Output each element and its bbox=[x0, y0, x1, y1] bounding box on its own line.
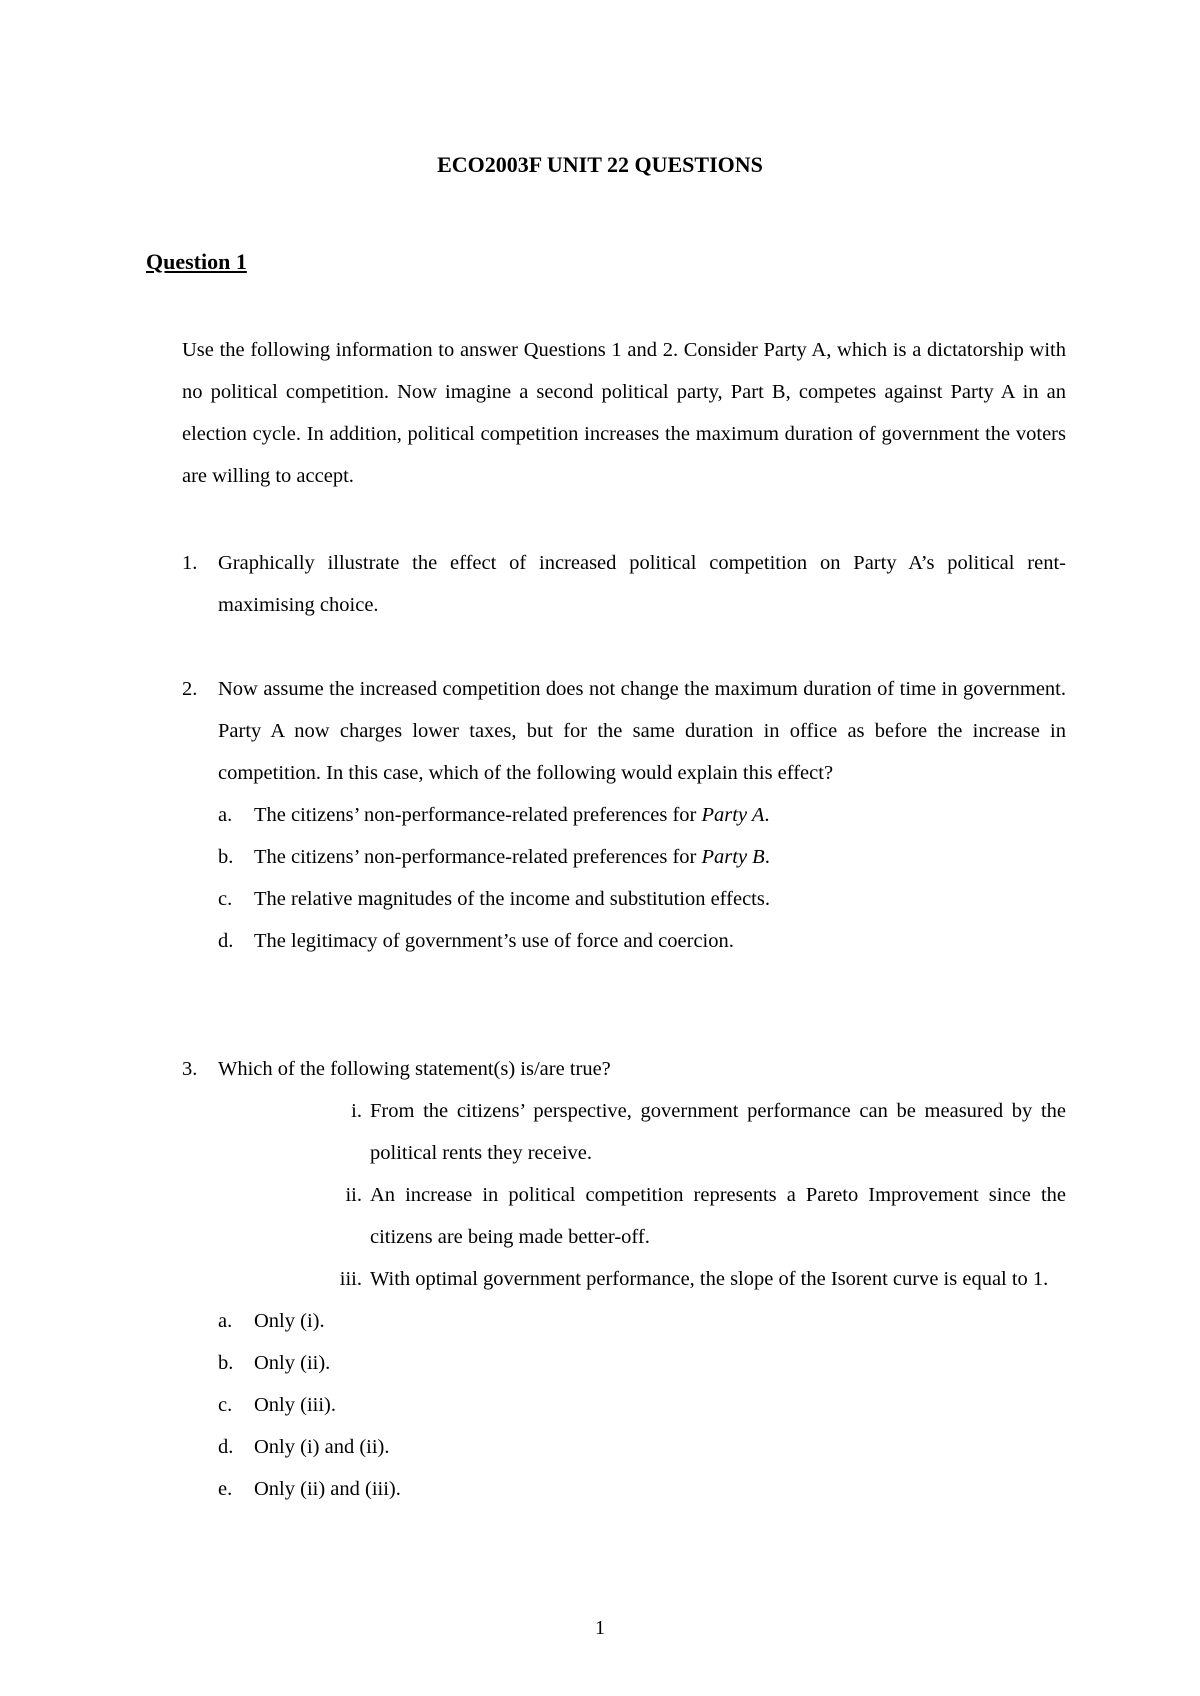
option-text: Only (ii). bbox=[254, 1352, 331, 1374]
statement-text: With optimal government performance, the slope of the Isorent curve is equal to 1. bbox=[370, 1268, 1049, 1290]
document-title: ECO2003F UNIT 22 QUESTIONS bbox=[437, 152, 763, 177]
option-text: The relative magnitudes of the income and substitution effects. bbox=[254, 888, 770, 910]
option-c bbox=[218, 878, 1066, 920]
option-list bbox=[218, 1300, 1066, 1510]
option-text: Only (ii) and (iii). bbox=[254, 1478, 401, 1500]
option-label: b. bbox=[218, 846, 234, 868]
option-d bbox=[218, 1426, 1066, 1468]
option-label: a. bbox=[218, 1310, 233, 1332]
option-e bbox=[218, 1468, 1066, 1510]
statement-i bbox=[328, 1090, 1066, 1174]
question-2 bbox=[182, 668, 1066, 962]
question-number: 2. bbox=[182, 678, 198, 700]
question-3 bbox=[182, 1048, 1066, 1510]
question-text: Which of the following statement(s) is/are true? bbox=[218, 1058, 611, 1080]
option-end: . bbox=[764, 846, 770, 868]
option-text: The citizens’ non-performance-related preferences for bbox=[254, 846, 702, 868]
option-a bbox=[218, 794, 1066, 836]
statement-text: An increase in political competition represents a Pareto Improvement since the citizens are being made better-off. bbox=[370, 1184, 1066, 1248]
option-label: d. bbox=[218, 930, 234, 952]
statement-label: i. bbox=[351, 1100, 362, 1122]
option-end: . bbox=[764, 804, 770, 826]
option-text: The legitimacy of government’s use of force and coercion. bbox=[254, 930, 734, 952]
statement-ii bbox=[328, 1174, 1066, 1258]
option-text: Only (iii). bbox=[254, 1394, 336, 1416]
statement-label: ii. bbox=[345, 1184, 362, 1206]
question-text: Now assume the increased competition does not change the maximum duration of time in government. Party A now charges lower taxes, but for the same duration in office as before the increase in competition. In this case, which of the following would explain this effect? bbox=[218, 678, 1066, 784]
option-b bbox=[218, 1342, 1066, 1384]
option-party-name: Party B bbox=[701, 846, 765, 868]
page-number: 1 bbox=[595, 1617, 605, 1639]
option-party-name: Party A bbox=[701, 804, 765, 826]
question-text: Graphically illustrate the effect of increased political competition on Party A’s political rent-maximising choice. bbox=[218, 552, 1066, 616]
question-number: 1. bbox=[182, 552, 198, 574]
statement-label: iii. bbox=[339, 1268, 362, 1290]
statement-text: From the citizens’ perspective, government performance can be measured by the political rents they receive. bbox=[370, 1100, 1066, 1164]
option-label: e. bbox=[218, 1478, 233, 1500]
question-heading: Question 1 bbox=[146, 249, 247, 274]
option-label: b. bbox=[218, 1352, 234, 1374]
option-a bbox=[218, 1300, 1066, 1342]
intro-paragraph: Use the following information to answer Questions 1 and 2. Consider Party A, which is a dictatorship with no political competition. Now imagine a second political party, Part B, competes against Party A in an election cycle. In addition, political competition increases the maximum duration of government the voters are willing to accept. bbox=[182, 339, 1066, 487]
question-1 bbox=[182, 542, 1066, 626]
option-list bbox=[218, 794, 1066, 962]
question-number: 3. bbox=[182, 1058, 198, 1080]
statement-iii bbox=[328, 1258, 1066, 1300]
option-label: a. bbox=[218, 804, 233, 826]
option-text: Only (i). bbox=[254, 1310, 325, 1332]
option-b bbox=[218, 836, 1066, 878]
option-c bbox=[218, 1384, 1066, 1426]
option-label: c. bbox=[218, 888, 233, 910]
option-text: Only (i) and (ii). bbox=[254, 1436, 390, 1458]
option-label: c. bbox=[218, 1394, 233, 1416]
option-d bbox=[218, 920, 1066, 962]
statement-list bbox=[328, 1090, 1066, 1300]
option-text: The citizens’ non-performance-related preferences for bbox=[254, 804, 702, 826]
option-label: d. bbox=[218, 1436, 234, 1458]
